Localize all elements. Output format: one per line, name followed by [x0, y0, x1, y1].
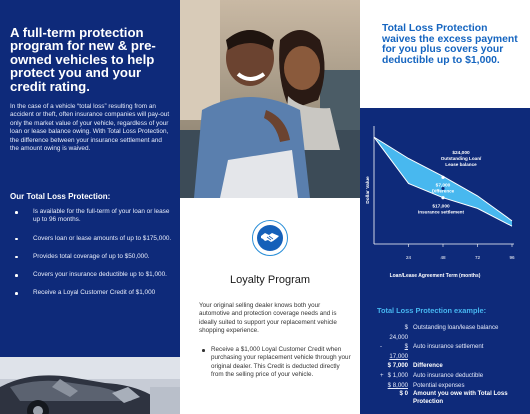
loss-protection-chart [360, 108, 530, 294]
x-tick-label: 48 [440, 255, 446, 260]
x-axis-label: Loan/Lease Agreement Term (months) [389, 273, 481, 279]
loyalty-description: Your original selling dealer knows both your automotive and protection coverage needs and is ideally suited to support your replacement vehicle shopping experience. [199, 302, 337, 334]
list-item: Covers loan or lease amounts of up to $175,000. [10, 235, 172, 243]
y-axis-label: Dollar Value [366, 176, 371, 204]
data-point [441, 176, 444, 179]
protection-bullet-list [10, 208, 172, 308]
right-headline: Total Loss Protection waives the excess payment for you plus covers your deductible up to $1,000. [382, 23, 518, 66]
table-row [380, 361, 528, 371]
row-amount: $ 17,000 [389, 343, 408, 360]
table-row [380, 342, 528, 361]
row-amount: $ 1,000 [387, 371, 408, 379]
annotation-label: Difference [431, 188, 455, 194]
x-tick-label: 24 [405, 255, 412, 260]
protection-subheading: Our Total Loss Protection: [10, 192, 111, 201]
annotation-label: Lease balance [445, 162, 477, 167]
row-description: Auto insurance settlement [413, 343, 484, 351]
list-item: Receive a Loyal Customer Credit of $1,000 [10, 289, 172, 297]
table-row [380, 371, 528, 381]
left-panel [0, 0, 180, 414]
intro-paragraph: In the case of a vehicle “total loss” resulting from an accident or theft, often insurance companies will pay-out only the market value of your vehicle, regardless of your loan or lease balance owing. With Total Loss Protection, the difference between your insurance settlement and the amount owing is waived. [10, 103, 170, 153]
annotation-value: $17,000 [432, 204, 450, 210]
row-amount: $ 8,000 [387, 381, 408, 389]
list-item: Provides total coverage of up to $50,000. [10, 253, 172, 261]
table-row [380, 390, 528, 406]
loyalty-bullet-list [199, 346, 351, 379]
handshake-icon [252, 220, 288, 256]
row-sign: - [380, 343, 383, 351]
data-point [441, 196, 444, 199]
annotation-value: $7,000 [435, 183, 451, 189]
annotation-label: Insurance settlement [418, 209, 464, 215]
list-item: Covers your insurance deductible up to $1,000. [10, 271, 172, 279]
row-description: Amount you owe with Total Loss Protection [413, 390, 508, 406]
list-item: Receive a $1,000 Loyal Customer Credit when purchasing your replacement vehicle through your original dealer. This Credit is deducted directly from the selling price of your vehicle. [199, 346, 351, 379]
annotation-value: $24,000 [452, 151, 470, 156]
x-tick-label: 72 [474, 255, 481, 260]
left-headline: A full-term protection program for new & pre-owned vehicles to help protect you and your credit rating. [10, 25, 156, 94]
list-item: Is available for the full-term of your loan or lease up to 96 months. [10, 208, 172, 225]
row-sign: + [380, 371, 384, 379]
row-amount: $ 0 [399, 390, 408, 398]
row-description: Auto insurance deductible [413, 371, 484, 379]
middle-panel [180, 0, 360, 414]
x-tick-label: 96 [509, 255, 515, 260]
row-amount: $ 7,000 [387, 362, 408, 370]
row-description: Outstanding loan/lease balance [413, 324, 499, 331]
loyalty-program-title: Loyalty Program [229, 274, 311, 286]
table-row [380, 381, 528, 391]
chart-panel [360, 108, 530, 294]
row-amount: $ 24,000 [389, 324, 408, 341]
example-title: Total Loss Protection example: [377, 306, 487, 315]
example-panel [360, 294, 530, 414]
right-panel [360, 0, 530, 414]
couple-photo [180, 0, 360, 198]
table-row [380, 323, 528, 342]
row-description: Potential expenses [413, 381, 465, 389]
annotation-label: Outstanding Loan/ [440, 156, 482, 161]
example-table [380, 323, 528, 406]
damaged-car-photo [0, 357, 180, 414]
row-description: Difference [413, 362, 443, 370]
